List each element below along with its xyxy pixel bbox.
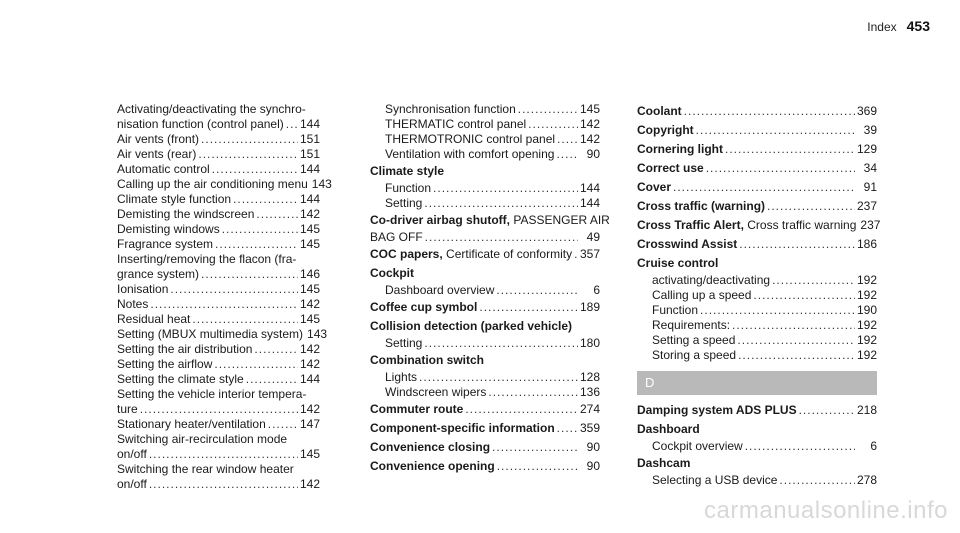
entry-text: Residual heat	[117, 312, 191, 326]
page-ref[interactable]: 143	[311, 177, 332, 191]
subentry	[370, 370, 600, 385]
entry-heading: Damping system ADS PLUS	[637, 403, 797, 417]
entry-heading: Commuter route	[370, 402, 464, 416]
subentry-text: Calling up a speed	[652, 288, 752, 302]
leader-dots	[496, 283, 578, 298]
subentry-text: Setting	[385, 336, 423, 350]
leader-dots	[745, 439, 855, 454]
entry-text: Calling up the air conditioning menu	[117, 177, 308, 191]
page-ref[interactable]: 142	[299, 357, 320, 371]
entry-text: Ventilation with comfort opening	[385, 147, 555, 161]
page-ref[interactable]: 145	[299, 237, 320, 251]
leader-dots	[772, 273, 855, 288]
entry-heading: Cross traffic (warning)	[637, 199, 766, 213]
index-entry	[370, 438, 600, 457]
page-ref[interactable]: 128	[579, 370, 600, 384]
page-ref[interactable]: 136	[579, 385, 600, 399]
leader-dots	[149, 477, 298, 492]
subentry-text: activating/deactivating	[652, 273, 771, 287]
index-line	[117, 147, 320, 162]
index-line	[117, 432, 320, 447]
page-ref[interactable]: 189	[579, 300, 600, 314]
page-ref[interactable]: 129	[856, 142, 877, 156]
index-entry	[637, 197, 877, 216]
page-ref[interactable]: 142	[579, 132, 600, 146]
subentry	[637, 333, 877, 348]
index-line	[117, 417, 320, 432]
index-line	[117, 462, 320, 477]
index-entry	[370, 264, 600, 283]
subentry-text: Cockpit overview	[652, 439, 743, 453]
leader-dots	[425, 230, 578, 245]
page-ref[interactable]: 190	[856, 303, 877, 317]
entry-heading: Combination switch	[370, 353, 484, 367]
entry-text: Notes	[117, 297, 149, 311]
index-line	[117, 357, 320, 372]
entry-qualifier: Certificate of conformity	[442, 247, 573, 261]
entry-text: Climate style function	[117, 192, 232, 206]
continued-subentries	[370, 102, 600, 162]
entry-heading: Cruise control	[637, 256, 719, 270]
entry-heading: Cover	[637, 180, 672, 194]
index-line	[117, 297, 320, 312]
entry-text: Switching air-recirculation mode	[117, 432, 288, 446]
index-entries	[637, 102, 881, 363]
leader-dots	[149, 447, 298, 462]
page-ref[interactable]: 278	[856, 473, 877, 487]
page-ref[interactable]: 237	[860, 218, 881, 232]
index-line	[117, 102, 320, 117]
subentry-text: Selecting a USB device	[652, 473, 778, 487]
leader-dots	[212, 162, 298, 177]
index-line	[117, 477, 320, 492]
entry-heading: Component-specific information	[370, 421, 555, 435]
entry-text: Inserting/removing the flacon (fra-	[117, 252, 297, 266]
page-header	[867, 18, 930, 34]
entry-heading: Dashboard	[637, 422, 700, 436]
entry-heading: Collision detection (parked vehicle)	[370, 319, 573, 333]
leader-dots	[192, 312, 298, 327]
leader-dots	[732, 318, 855, 333]
page-ref[interactable]: 49	[586, 230, 600, 244]
entry-text: Fragrance system	[117, 237, 214, 251]
leader-dots	[556, 147, 578, 162]
page-ref[interactable]: 142	[299, 342, 320, 356]
leader-dots	[170, 282, 298, 297]
page-ref[interactable]: 142	[579, 117, 600, 131]
subentry	[637, 473, 877, 488]
entry-text: Air vents (rear)	[117, 147, 197, 161]
page-ref[interactable]: 145	[299, 312, 320, 326]
index-entry	[637, 178, 877, 197]
entry-text: Setting the vehicle interior tempera-	[117, 387, 307, 401]
index-line	[117, 117, 320, 132]
page-ref[interactable]: 142	[299, 297, 320, 311]
leader-dots	[419, 370, 578, 385]
subentry-list	[637, 439, 877, 454]
index-line	[117, 447, 320, 462]
subentry	[637, 273, 877, 288]
page-ref[interactable]: 143	[307, 327, 328, 341]
entry-text: Ionisation	[117, 282, 169, 296]
entry-heading: Copyright	[637, 123, 694, 137]
entry-heading: Climate style	[370, 164, 445, 178]
entry-text: THERMATIC control panel	[385, 117, 527, 131]
index-line	[117, 207, 320, 222]
leader-dots	[150, 297, 298, 312]
leader-dots	[696, 121, 855, 140]
leader-dots	[557, 419, 578, 438]
subentry-list	[370, 336, 600, 351]
page-ref[interactable]: 180	[579, 336, 600, 350]
leader-dots	[753, 288, 855, 303]
page-ref[interactable]: 192	[856, 318, 877, 332]
leader-dots	[215, 237, 298, 252]
leader-dots	[684, 102, 855, 121]
leader-dots	[557, 132, 578, 147]
subentry	[370, 283, 600, 298]
index-entry	[370, 298, 600, 317]
index-entry	[637, 102, 877, 121]
leader-dots	[268, 417, 298, 432]
leader-dots	[256, 207, 298, 222]
entry-qualifier: PASSENGER AIR	[510, 213, 610, 227]
page-ref[interactable]: 274	[579, 402, 600, 416]
page-ref[interactable]: 147	[299, 417, 320, 431]
index-line	[117, 252, 320, 267]
page-ref[interactable]: 357	[579, 247, 600, 261]
index-entry	[370, 245, 600, 264]
leader-dots	[433, 181, 578, 196]
leader-dots	[738, 348, 855, 363]
index-entry	[370, 351, 600, 370]
leader-dots	[767, 197, 855, 216]
page-ref[interactable]: 145	[299, 222, 320, 236]
index-line	[117, 342, 320, 357]
index-entry	[637, 121, 877, 140]
subentry	[637, 303, 877, 318]
entry-heading: Cockpit	[370, 266, 415, 280]
index-column-2	[370, 102, 610, 476]
page-ref[interactable]: 144	[299, 192, 320, 206]
entry-text: Activating/deactivating the synchro-	[117, 102, 306, 116]
index-entry	[637, 401, 877, 420]
index-line	[117, 312, 320, 327]
entry-text: Setting (MBUX multimedia system)	[117, 327, 304, 341]
page-ref[interactable]: 192	[856, 348, 877, 362]
page-ref[interactable]: 145	[579, 102, 600, 116]
entry-text: grance system)	[117, 267, 200, 281]
entry-text: Setting the airflow	[117, 357, 213, 371]
index-line	[117, 177, 332, 192]
entry-continuation: BAG OFF	[370, 230, 423, 244]
subentry-text: Lights	[385, 370, 418, 384]
page-ref[interactable]: 151	[299, 132, 320, 146]
index-line	[117, 267, 320, 282]
entry-heading: COC papers,	[370, 247, 443, 261]
page-ref[interactable]: 192	[856, 288, 877, 302]
page-ref[interactable]: 34	[863, 161, 877, 175]
header-label: Index	[867, 20, 897, 34]
subentry-list	[370, 181, 600, 211]
watermark: carmanualsonline.info	[704, 497, 948, 524]
leader-dots	[737, 333, 855, 348]
entry-text: on/off	[117, 447, 147, 461]
index-line	[117, 162, 320, 177]
leader-dots	[214, 357, 298, 372]
index-entry	[370, 211, 610, 230]
subentry	[370, 385, 600, 400]
entry-heading: Cornering light	[637, 142, 723, 156]
page-ref[interactable]: 39	[863, 123, 877, 137]
page-ref[interactable]: 91	[863, 180, 877, 194]
index-column-1	[117, 102, 332, 492]
page-ref[interactable]: 90	[586, 459, 600, 473]
leader-dots	[246, 372, 298, 387]
subentry	[370, 196, 600, 211]
entry-heading: Convenience opening	[370, 459, 495, 473]
leader-dots	[700, 303, 855, 318]
page-ref[interactable]: 144	[299, 162, 320, 176]
leader-dots	[424, 196, 578, 211]
page-ref[interactable]: 146	[299, 267, 320, 281]
subentry	[637, 439, 877, 454]
entry-text: ture	[117, 402, 138, 416]
leader-dots	[254, 342, 298, 357]
index-entry	[637, 235, 877, 254]
entry-text: Switching the rear window heater	[117, 462, 294, 476]
page-ref[interactable]: 144	[299, 372, 320, 386]
leader-dots	[465, 400, 578, 419]
leader-dots	[497, 457, 578, 476]
subentry-text: Windscreen wipers	[385, 385, 487, 399]
entry-text: Setting the climate style	[117, 372, 244, 386]
leader-dots	[574, 245, 578, 264]
page-number: 453	[906, 18, 930, 34]
subentry	[370, 181, 600, 196]
page-ref[interactable]: 186	[856, 237, 877, 251]
subentry-list	[370, 283, 600, 298]
index-line	[117, 327, 328, 342]
index-line	[117, 222, 320, 237]
index-column-3	[637, 102, 881, 488]
entry-text: Setting the air distribution	[117, 342, 253, 356]
leader-dots	[518, 102, 578, 117]
leader-dots	[492, 438, 578, 457]
subentry-text: Function	[385, 181, 432, 195]
page-ref[interactable]: 237	[856, 199, 877, 213]
subentry-list	[370, 370, 600, 400]
page-ref[interactable]: 90	[586, 147, 600, 161]
subentry-text: Dashboard overview	[385, 283, 495, 297]
leader-dots	[488, 385, 578, 400]
page-ref[interactable]: 142	[299, 402, 320, 416]
entry-heading: Correct use	[637, 161, 704, 175]
entry-text: Automatic control	[117, 162, 210, 176]
subentry	[637, 348, 877, 363]
index-line	[117, 282, 320, 297]
subentry	[637, 318, 877, 333]
index-entry	[637, 140, 877, 159]
entry-heading: Coolant	[637, 104, 682, 118]
leader-dots	[779, 473, 855, 488]
subentry	[370, 336, 600, 351]
page-ref[interactable]: 145	[299, 447, 320, 461]
page-ref[interactable]: 144	[579, 181, 600, 195]
leader-dots	[739, 235, 855, 254]
leader-dots	[201, 132, 298, 147]
index-entry	[637, 159, 877, 178]
entry-text: Demisting the windscreen	[117, 207, 255, 221]
index-entry	[637, 420, 877, 439]
page-ref[interactable]: 145	[299, 282, 320, 296]
index-entry	[637, 216, 881, 235]
entry-heading: Coffee cup symbol	[370, 300, 478, 314]
entry-text: Stationary heater/ventilation	[117, 417, 266, 431]
index-line	[370, 102, 600, 117]
entry-qualifier: Cross traffic warning	[743, 218, 857, 232]
index-line	[117, 387, 320, 402]
index-entries-d	[637, 401, 877, 488]
page-ref[interactable]: 369	[856, 104, 877, 118]
index-line	[117, 237, 320, 252]
index-entry	[370, 419, 600, 438]
leader-dots	[233, 192, 298, 207]
index-entry	[637, 454, 877, 473]
page-ref[interactable]: 359	[579, 421, 600, 435]
subentry-text: Setting	[385, 196, 423, 210]
subentry	[637, 288, 877, 303]
page-ref[interactable]: 192	[856, 333, 877, 347]
entry-text: Air vents (front)	[117, 132, 200, 146]
index-entry	[637, 254, 877, 273]
index-line	[117, 372, 320, 387]
index-entry-cont	[370, 230, 600, 245]
index-entry	[370, 400, 600, 419]
leader-dots	[286, 117, 298, 132]
leader-dots	[201, 267, 298, 282]
page-ref[interactable]: 144	[299, 117, 320, 131]
page-ref[interactable]: 142	[299, 207, 320, 221]
page-ref[interactable]: 218	[856, 403, 877, 417]
leader-dots	[673, 178, 855, 197]
index-entry	[370, 162, 600, 181]
index-entry	[370, 317, 600, 336]
entry-heading: Convenience closing	[370, 440, 491, 454]
entry-text: on/off	[117, 477, 147, 491]
index-entries	[370, 162, 610, 476]
page-ref[interactable]: 144	[579, 196, 600, 210]
leader-dots	[140, 402, 298, 417]
leader-dots	[706, 159, 855, 178]
index-line	[370, 117, 600, 132]
page-ref[interactable]: 142	[299, 477, 320, 491]
entry-heading: Cross Traffic Alert,	[637, 218, 744, 232]
leader-dots	[799, 401, 855, 420]
leader-dots	[479, 298, 578, 317]
subentry-text: Function	[652, 303, 699, 317]
section-letter-d: D	[637, 371, 877, 395]
index-line	[117, 132, 320, 147]
page-ref[interactable]: 151	[299, 147, 320, 161]
subentry-list	[637, 473, 877, 488]
entry-text: nisation function (control panel)	[117, 117, 284, 131]
page-ref[interactable]: 90	[586, 440, 600, 454]
entry-heading: Crosswind Assist	[637, 237, 738, 251]
leader-dots	[222, 222, 298, 237]
entry-text: Synchronisation function	[385, 102, 516, 116]
leader-dots	[725, 140, 855, 159]
leader-dots	[198, 147, 298, 162]
page-ref[interactable]: 192	[856, 273, 877, 287]
subentry-text: Setting a speed	[652, 333, 736, 347]
entry-text: Demisting windows	[117, 222, 220, 236]
page-ref[interactable]: 6	[593, 283, 600, 297]
entry-heading: Dashcam	[637, 456, 691, 470]
subentry-text: Requirements:	[652, 318, 731, 332]
entry-heading: Co-driver airbag shutoff,	[370, 213, 511, 227]
index-line	[117, 402, 320, 417]
index-line	[117, 192, 320, 207]
index-line	[370, 132, 600, 147]
leader-dots	[424, 336, 578, 351]
index-entry	[370, 457, 600, 476]
entry-text: THERMOTRONIC control panel	[385, 132, 556, 146]
page-ref[interactable]: 6	[870, 439, 877, 453]
subentry-text: Storing a speed	[652, 348, 737, 362]
index-line	[370, 147, 600, 162]
subentry-list	[637, 273, 877, 363]
leader-dots	[528, 117, 578, 132]
